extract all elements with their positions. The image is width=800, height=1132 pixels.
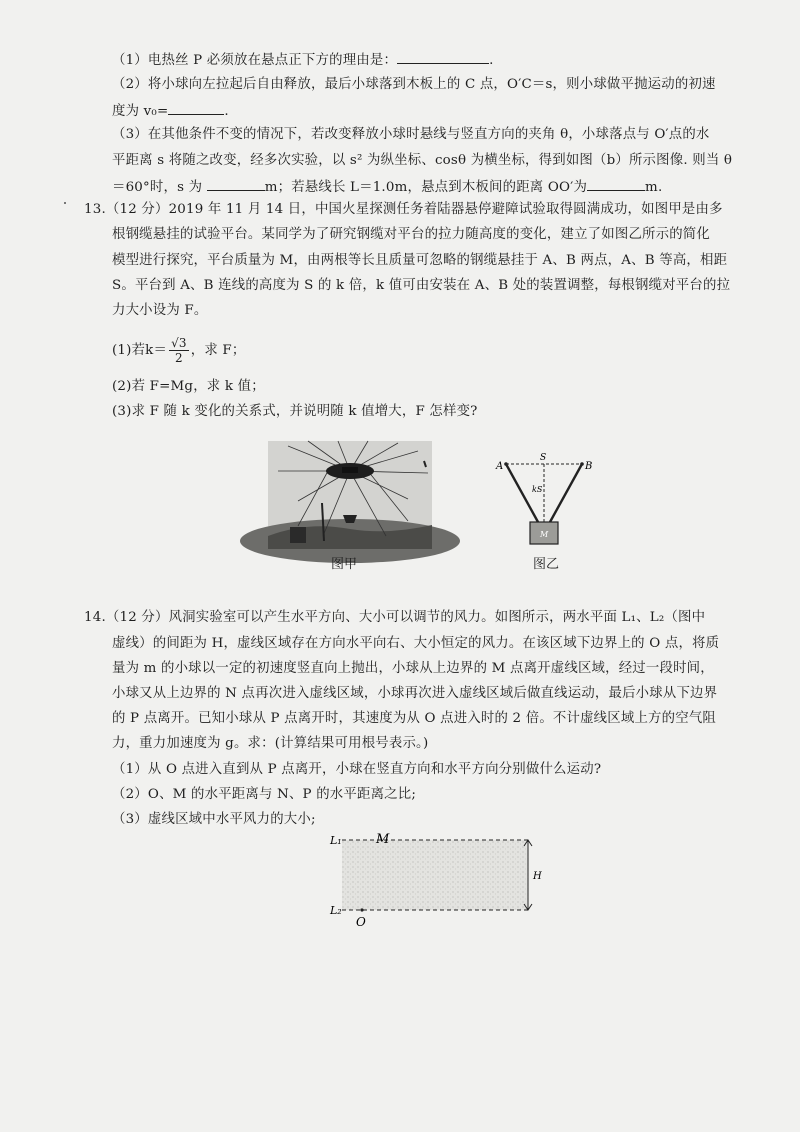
q13-stem-line3: 模型进行探究，平台质量为 M，由两根等长且质量可忽略的钢缆悬挂于 A、B 两点，A、B 等高，相距 [112,253,728,268]
figure-yi-diagram [494,452,604,552]
label-b: B [585,461,593,472]
q13-sub1-tail: ，求 F； [190,343,246,358]
fraction-numerator: √3 [171,336,187,350]
q13-stem-line4: S。平台到 A、B 连线的高度为 S 的 k 倍，k 值可由安装在 A、B 处的装置调整，每根钢缆对平台的拉 [112,278,731,293]
fraction [169,336,189,365]
label-l2: L₂ [330,904,342,917]
answer-blank[interactable] [587,176,645,191]
q14-stem-line1: 14.（12 分）风洞实验室可以产生水平方向、大小可以调节的风力。如图所示，两水平面 L₁、L₂（图中 [84,610,706,625]
q13-stem-line1: 13.（12 分）2019 年 11 月 14 日，中国火星探测任务着陆器悬停避障试验取得圆满成功，如图甲是由多 [84,202,723,217]
q12-part3-line1: （3）在其他条件不变的情况下，若改变释放小球时悬线与竖直方向的夹角 θ，小球落点与 O′点的水 [112,127,710,142]
q12-part2-end: . [224,104,229,119]
label-ks: kS [532,485,543,494]
q12-part1 [112,49,494,71]
q12-part3-s-label: ＝60°时，s 为 [112,180,203,195]
figure-yi-caption: 图乙 [533,557,560,572]
q14-stem-line4: 小球又从上边界的 N 点再次进入虚线区域，小球再次进入虚线区域后做直线运动，最后小球从下边界 [112,686,718,701]
q12-part2-line2 [112,100,229,122]
wind-region [342,840,528,910]
q12-part2-v0-label: 度为 v₀= [112,104,169,119]
label-m: M [540,530,549,539]
q14-sub1: （1）从 O 点进入直到从 P 点离开，小球在竖直方向和水平方向分别做什么运动? [112,762,602,777]
answer-blank[interactable] [168,100,224,115]
q12-part1-end: . [489,53,494,68]
answer-blank[interactable] [207,176,265,191]
q12-part2-line1: （2）将小球向左拉起后自由释放，最后小球落到木板上的 C 点，O′C＝s，则小球做平抛运动的初速 [112,77,716,92]
label-h: H [533,871,542,882]
q12-part3-line2: 平距离 s 将随之改变，经多次实验，以 s² 为纵坐标、cosθ 为横坐标，得到如图（b）所示图像. 则当 θ [112,153,733,168]
label-s: S [540,453,547,463]
q13-stem-line5: 力大小设为 F。 [112,303,208,318]
q14-stem-line6: 力，重力加速度为 g。求：(计算结果可用根号表示。) [112,736,429,751]
figure-jia-caption: 图甲 [331,557,358,572]
q12-part1-text: （1）电热丝 P 必须放在悬点正下方的理由是： [112,53,398,68]
label-a: A [496,461,504,472]
q14-sub2: （2）O、M 的水平距离与 N、P 的水平距离之比; [112,787,417,802]
q13-sub1-label: (1)若k＝ [112,343,168,358]
figure-jia-photo [268,441,432,549]
q12-part3-end: m. [645,180,663,195]
q14-stem-line3: 量为 m 的小球以一定的初速度竖直向上抛出，小球从上边界的 M 点离开虚线区域，经过一段时间， [112,661,714,676]
q12-part3-line3 [112,176,662,198]
q13-stem-line2: 根钢缆悬挂的试验平台。某同学为了研究钢缆对平台的拉力随高度的变化，建立了如图乙所示的简化 [112,227,710,242]
scan-speck [64,202,66,204]
answer-blank[interactable] [397,49,489,64]
fraction-denominator: 2 [175,351,183,365]
q13-sub1 [112,334,246,368]
q12-part3-mid: m；若悬线长 L＝1.0m，悬点到木板间的距离 OO′为 [264,180,588,195]
label-o: O [356,915,366,929]
label-m: M [376,832,390,847]
q14-wind-tunnel-diagram [332,826,547,928]
q14-stem-line2: 虚线）的间距为 H，虚线区域存在方向水平向右、大小恒定的风力。在该区域下边界上的 O 点，将质 [112,636,720,651]
q13-sub2: (2)若 F=Mg，求 k 值； [112,379,265,394]
point-o [360,908,363,911]
platform-photo-drawing [268,441,432,549]
label-l1: L₁ [330,834,342,847]
q13-sub3: (3)求 F 随 k 变化的关系式，并说明随 k 值增大，F 怎样变? [112,404,478,419]
q14-stem-line5: 的 P 点离开。已知小球从 P 点离开时，其速度为从 O 点进入时的 2 倍。不计虚线区域上方的空气阻 [112,711,717,726]
q14-sub3: （3）虚线区域中水平风力的大小; [112,812,316,827]
cable-b [550,464,582,522]
